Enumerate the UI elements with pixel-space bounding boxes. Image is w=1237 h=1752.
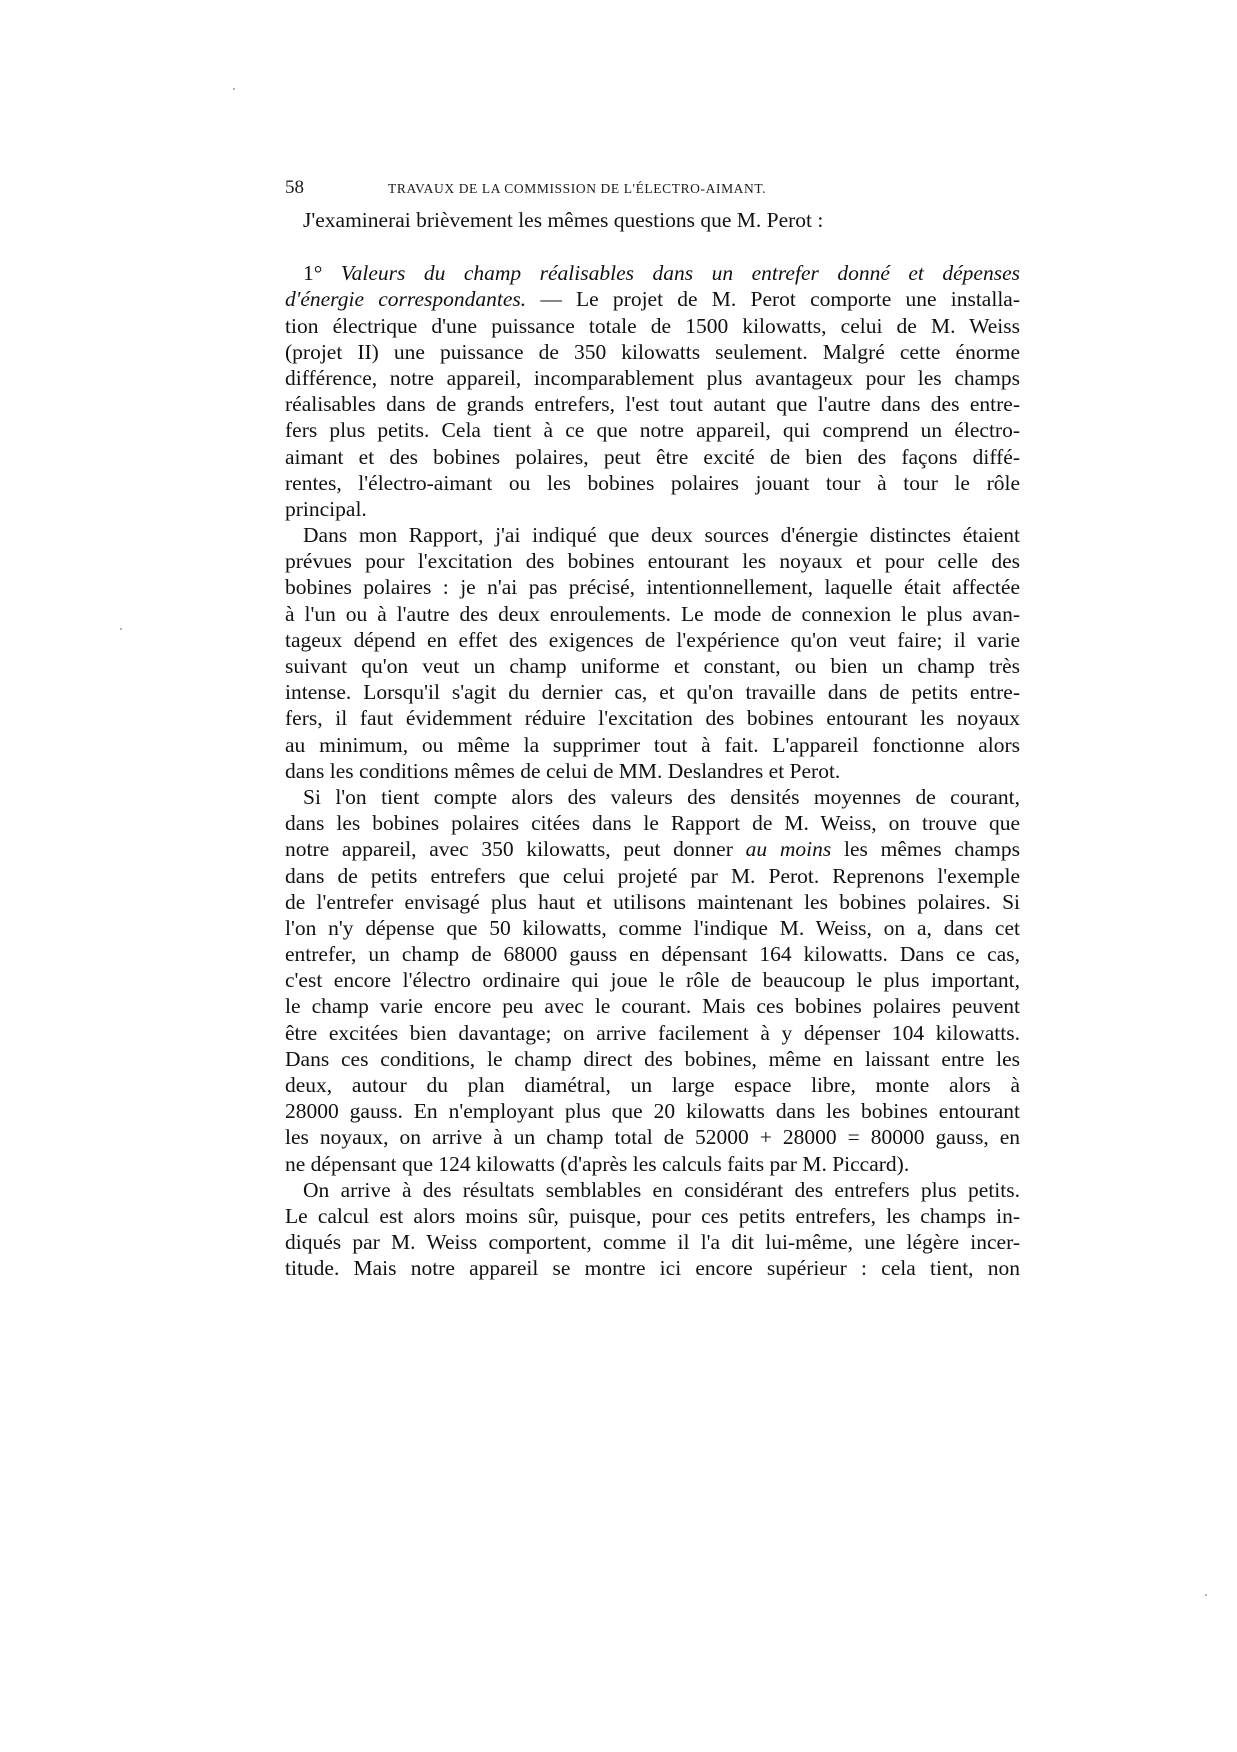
text-line: intense. Lorsqu'il s'agit du dernier cas, et qu'on travaille dans de petits entre- <box>285 680 1020 705</box>
section-title: Valeurs du champ réalisables dans un entrefer donné et dépenses <box>340 261 1020 286</box>
body-text <box>285 207 1020 1282</box>
text-line: dans les conditions mêmes de celui de MM. Deslandres et Perot. <box>285 758 841 783</box>
intro-line: J'examinerai brièvement les mêmes questions que M. Perot : <box>303 208 824 232</box>
text-line: être excitées bien davantage; on arrive facilement à y dépenser 104 kilowatts. <box>285 1020 1020 1045</box>
text-line: deux, autour du plan diamétral, un large espace libre, monte alors à <box>285 1073 1020 1097</box>
text-line: Dans ces conditions, le champ direct des bobines, même en laissant entre les <box>285 1046 1020 1071</box>
paragraph-3 <box>285 784 1020 1177</box>
text-line: (projet II) une puissance de 350 kilowatts seulement. Malgré cette énorme <box>285 339 1020 364</box>
text-line: prévues pour l'excitation des bobines entourant les noyaux et pour celle des <box>285 549 1020 574</box>
text-line: l'on n'y dépense que 50 kilowatts, comme l'indique M. Weiss, on a, dans cet <box>285 915 1020 940</box>
text-line: rentes, l'électro-aimant ou les bobines polaires jouant tour à tour le rôle <box>285 470 1020 495</box>
scan-speck <box>120 628 122 630</box>
text-line: différence, notre appareil, incomparablement plus avantageux pour les champs <box>285 365 1020 390</box>
text-line: le champ varie encore peu avec le courant. Mais ces bobines polaires peuvent <box>285 994 1020 1019</box>
paragraph-2 <box>285 522 1020 784</box>
text-line: fers, il faut évidemment réduire l'excitation des bobines entourant les noyaux <box>285 706 1020 731</box>
text-line: Dans mon Rapport, j'ai indiqué que deux sources d'énergie distinctes étaient <box>303 523 1020 548</box>
text-line: diqués par M. Weiss comportent, comme il l'a dit lui-même, une légère incer- <box>285 1230 1020 1255</box>
text-line: les noyaux, on arrive à un champ total de 52000 + 28000 = 80000 gauss, en <box>285 1125 1020 1150</box>
text-line: 28000 gauss. En n'employant plus que 20 kilowatts dans les bobines entourant <box>285 1099 1020 1124</box>
text-line: suivant qu'on veut un champ uniforme et constant, ou bien un champ très <box>285 654 1020 678</box>
text-line: ne dépensant que 124 kilowatts (d'après les calculs faits par M. Piccard). <box>285 1151 910 1176</box>
running-title: TRAVAUX DE LA COMMISSION DE L'ÉLECTRO-AIMANT. <box>388 181 767 196</box>
section-1-heading-line <box>285 260 1020 286</box>
text-line: tion électrique d'une puissance totale de 1500 kilowatts, celui de M. Weiss <box>285 313 1020 338</box>
text-line: à l'un ou à l'autre des deux enroulements. Le mode de connexion le plus avan- <box>285 601 1020 626</box>
page-number: 58 <box>285 177 304 198</box>
text-line: de l'entrefer envisagé plus haut et utilisons maintenant les bobines polaires. Si <box>285 889 1020 914</box>
section-number: 1° <box>303 261 323 286</box>
text-line: principal. <box>285 496 367 521</box>
text-line: titude. Mais notre appareil se montre ici encore supérieur : cela tient, non <box>285 1256 1020 1281</box>
paragraph-4 <box>285 1177 1020 1282</box>
text-line: dans les bobines polaires citées dans le Rapport de M. Weiss, on trouve que <box>285 811 1020 836</box>
text-line: Si l'on tient compte alors des valeurs des densités moyennes de courant, <box>303 784 1020 809</box>
scan-speck <box>1205 1594 1207 1596</box>
text-line: notre appareil, avec 350 kilowatts, peut donner au moins les mêmes champs <box>285 837 1020 862</box>
text-line: bobines polaires : je n'ai pas précisé, intentionnellement, laquelle était affectée <box>285 575 1020 600</box>
scan-speck <box>233 88 235 90</box>
section-1 <box>285 260 1020 522</box>
text-line: Le calcul est alors moins sûr, puisque, pour ces petits entrefers, les champs in- <box>285 1203 1020 1228</box>
text-line: réalisables dans de grands entrefers, l'est tout autant que l'autre dans des entre- <box>285 392 1020 417</box>
emphasis: au moins <box>745 837 832 862</box>
page-header <box>285 177 1025 199</box>
text-line: d'énergie correspondantes. — Le projet de M. Perot comporte une installa- <box>285 287 1020 312</box>
section-title-cont: d'énergie correspondantes. <box>285 287 527 312</box>
text-line: tageux dépend en effet des exigences de l'expérience qu'on veut faire; il varie <box>285 627 1020 652</box>
text-line: dans de petits entrefers que celui projeté par M. Perot. Reprenons l'exemple <box>285 863 1020 888</box>
text-line: On arrive à des résultats semblables en considérant des entrefers plus petits. <box>303 1177 1020 1202</box>
text-line: c'est encore l'électro ordinaire qui joue le rôle de beaucoup le plus important, <box>285 968 1020 993</box>
text-line: au minimum, ou même la supprimer tout à fait. L'appareil fonctionne alors <box>285 732 1020 757</box>
text-line: aimant et des bobines polaires, peut être excité de bien des façons diffé- <box>285 444 1020 469</box>
text-line: fers plus petits. Cela tient à ce que notre appareil, qui comprend un électro- <box>285 418 1020 443</box>
text-line: entrefer, un champ de 68000 gauss en dépensant 164 kilowatts. Dans ce cas, <box>285 942 1020 967</box>
